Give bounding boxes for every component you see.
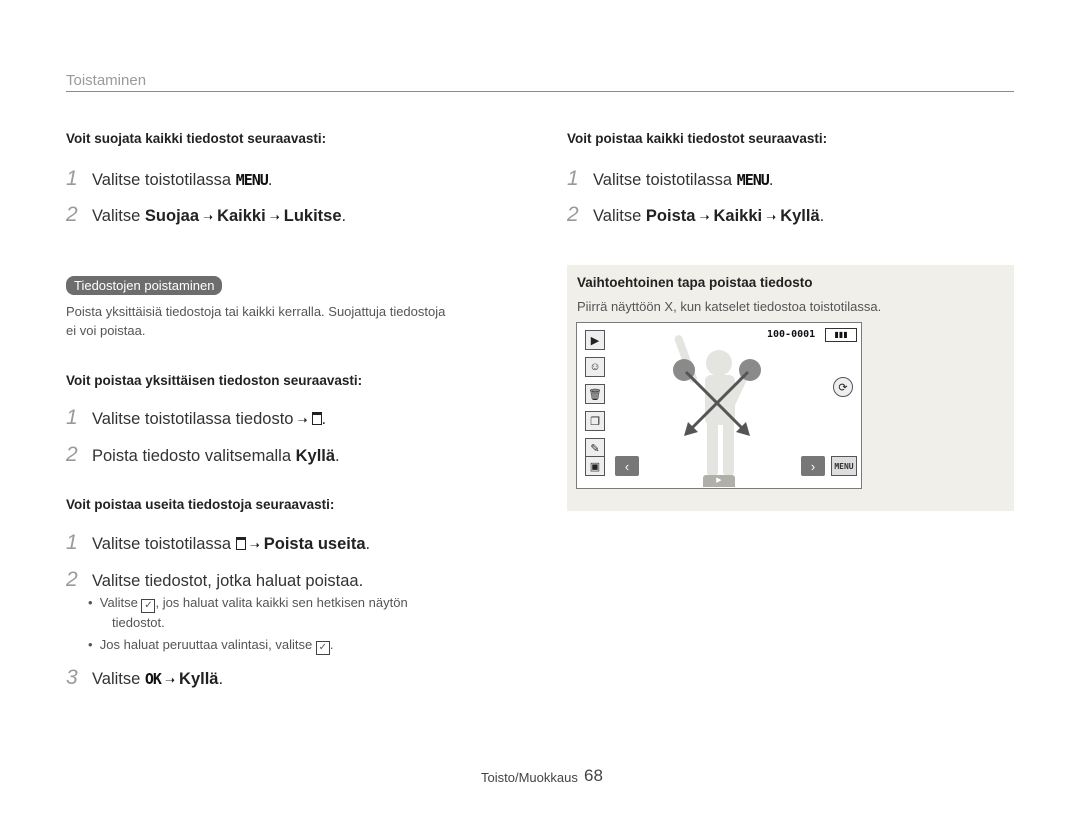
mode-tab-icon[interactable]: ▶ (703, 475, 735, 487)
info-box-title: Vaihtoehtoinen tapa poistaa tiedosto (577, 275, 813, 290)
info-box (567, 265, 1014, 511)
step-text: Valitse toistotilassa (92, 171, 232, 189)
previous-button[interactable]: ‹ (615, 456, 639, 476)
header-rule (66, 91, 1014, 92)
bullet-deselect (88, 635, 488, 655)
step-end: . (321, 410, 327, 428)
step-end: . (768, 171, 774, 189)
step-end: . (218, 670, 224, 688)
trash-icon (312, 412, 322, 425)
arrow-right-icon: ➝ (269, 210, 280, 224)
battery-icon: ▮▮▮ (825, 328, 857, 342)
camera-screen (576, 322, 862, 489)
bullet-text: , jos haluat valita kaikki sen hetkisen näytön (155, 595, 408, 610)
keyword-kaikki: Kaikki (713, 207, 763, 225)
step-end: . (267, 171, 273, 189)
keyword-suojaa: Suojaa (144, 207, 200, 225)
arrow-right-icon: ➝ (249, 538, 260, 552)
arrow-right-icon: ➝ (766, 210, 777, 224)
description-line: Poista yksittäisiä tiedostoja tai kaikki kerralla. Suojattuja tiedostoja (66, 304, 446, 319)
single-step-2 (66, 443, 340, 467)
delete-all-step-2 (567, 203, 824, 227)
keyword-poista: Poista (645, 207, 696, 225)
slideshow-icon: ▣ (585, 456, 605, 476)
delete-description (66, 302, 516, 340)
keyword-poista-useita: Poista useita (263, 535, 366, 553)
step-text: Valitse (593, 207, 642, 225)
step-text: Poista tiedosto valitsemalla (92, 447, 292, 465)
edit-icon: ✎ (585, 438, 605, 458)
arrow-right-icon: ➝ (297, 413, 308, 427)
step-number: 2 (66, 443, 78, 466)
delete-all-heading: Voit poistaa kaikki tiedostot seuraavasti: (567, 131, 828, 146)
keyword-kylla: Kyllä (295, 447, 336, 465)
x-gesture-icon (672, 358, 762, 448)
bullet-select-all (88, 593, 488, 632)
single-step-1 (66, 406, 326, 430)
bullet-text: . (329, 637, 334, 652)
ok-icon: OK (144, 670, 161, 688)
step-end: . (341, 207, 347, 225)
step-end: . (365, 535, 371, 553)
rotate-icon: ⟳ (833, 377, 853, 397)
multi-heading: Voit poistaa useita tiedostoja seuraavasti: (66, 497, 335, 512)
info-box-text: Piirrä näyttöön X, kun katselet tiedostoa toistotilassa. (577, 299, 882, 314)
menu-icon: MENU (736, 171, 769, 189)
bullet-text: tiedostot. (112, 615, 165, 630)
menu-button[interactable]: MENU (831, 456, 857, 476)
deselect-icon: ✓ (316, 641, 330, 655)
step-text: Valitse tiedostot, jotka haluat poistaa. (92, 572, 364, 590)
next-button[interactable]: › (801, 456, 825, 476)
menu-icon: MENU (235, 171, 268, 189)
step-end: . (819, 207, 825, 225)
single-heading: Voit poistaa yksittäisen tiedoston seuraavasti: (66, 373, 363, 388)
arrow-right-icon: ➝ (203, 210, 214, 224)
arrow-right-icon: ➝ (164, 673, 176, 687)
multi-step-2 (66, 568, 363, 592)
copy-icon: ❐ (585, 411, 605, 431)
step-number: 1 (567, 167, 579, 190)
protect-step-2 (66, 203, 346, 227)
delete-all-step-1 (567, 167, 773, 191)
step-text: Valitse (92, 670, 141, 688)
trash-icon: 🗑 (585, 384, 605, 404)
step-number: 1 (66, 167, 78, 190)
delete-section-pill: Tiedostojen poistaminen (66, 276, 222, 295)
section-title: Toistaminen (66, 72, 147, 89)
multi-step-1 (66, 531, 370, 555)
bullet-dot: • (88, 637, 100, 652)
footer-label: Toisto/Muokkaus (481, 770, 578, 785)
multi-step-3 (66, 666, 223, 690)
page-number: 68 (584, 766, 603, 785)
protect-step-1 (66, 167, 272, 191)
protect-heading: Voit suojata kaikki tiedostot seuraavasti: (66, 131, 327, 146)
step-text: Valitse toistotilassa (92, 535, 232, 553)
arrow-right-icon: ➝ (699, 210, 710, 224)
keyword-lukitse: Lukitse (283, 207, 342, 225)
keyword-kylla: Kyllä (179, 670, 219, 688)
description-line: ei voi poistaa. (66, 323, 146, 338)
step-end: . (335, 447, 340, 465)
select-all-icon: ✓ (141, 599, 155, 613)
step-number: 1 (66, 531, 78, 554)
trash-icon (236, 537, 246, 550)
bullet-text: Valitse (99, 595, 138, 610)
step-text: Valitse toistotilassa tiedosto (92, 410, 294, 428)
face-icon: ☺ (585, 357, 605, 377)
step-number: 3 (66, 666, 78, 689)
step-number: 2 (66, 568, 78, 591)
step-number: 1 (66, 406, 78, 429)
step-text: Valitse toistotilassa (593, 171, 733, 189)
keyword-kylla: Kyllä (780, 207, 820, 225)
bullet-text: Jos haluat peruuttaa valintasi, valitse (99, 637, 313, 652)
step-number: 2 (66, 203, 78, 226)
step-number: 2 (567, 203, 579, 226)
file-counter: 100-0001 (767, 329, 816, 340)
play-icon: ▶ (585, 330, 605, 350)
bullet-dot: • (88, 595, 100, 610)
step-text: Valitse (92, 207, 141, 225)
keyword-kaikki: Kaikki (217, 207, 266, 225)
